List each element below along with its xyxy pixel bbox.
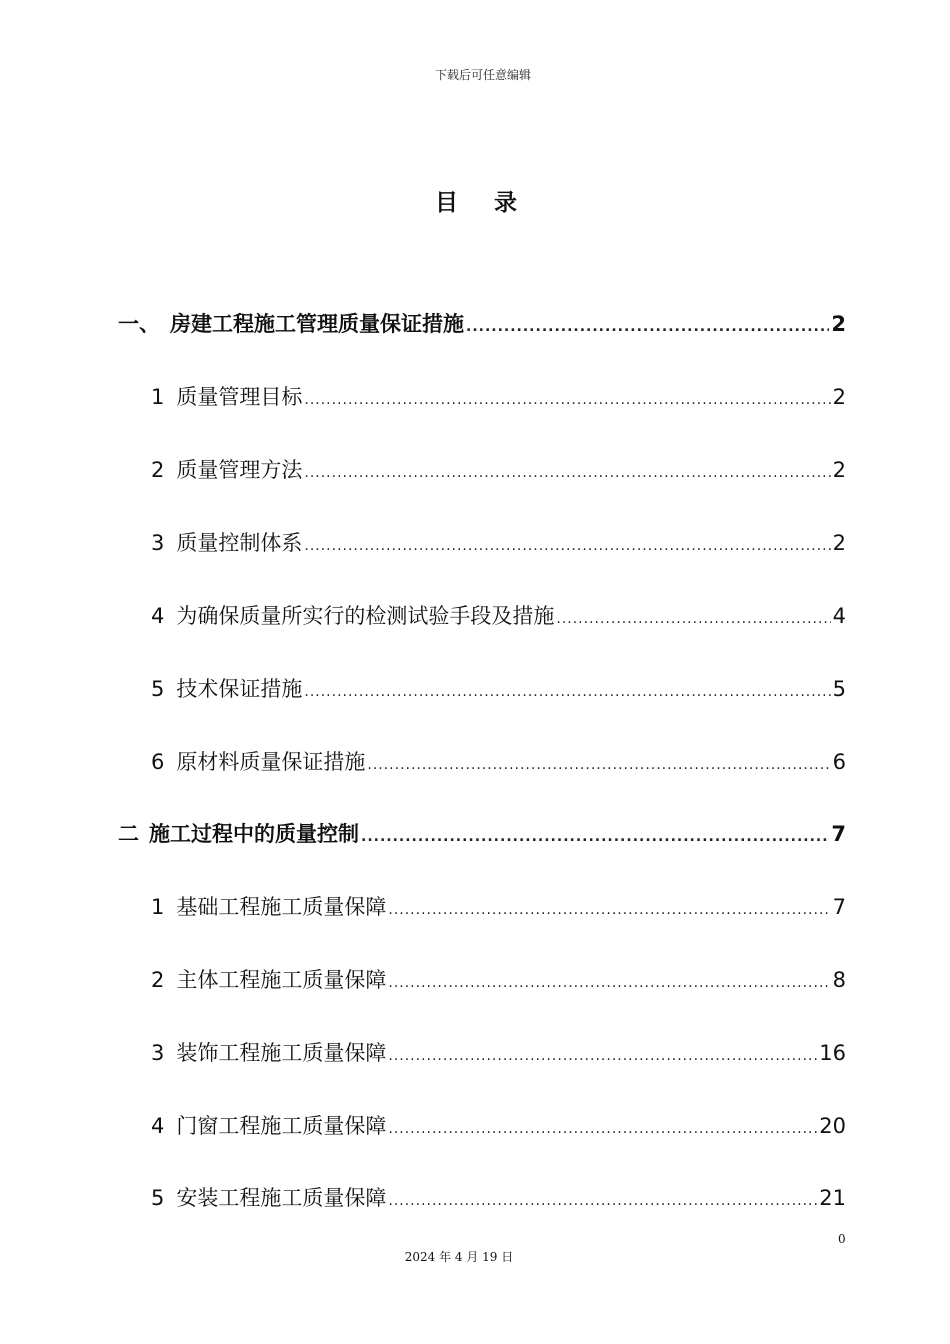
toc-entry-number: 3 (151, 531, 165, 555)
toc-entry-number: 2 (151, 968, 165, 992)
toc-entry[interactable] (151, 673, 846, 703)
toc-entry[interactable] (151, 964, 846, 994)
toc-entry[interactable] (118, 818, 846, 848)
dot-leader (304, 684, 830, 700)
toc-entry[interactable] (151, 891, 846, 921)
dot-leader (304, 465, 830, 481)
toc-entry-number: 5 (151, 1186, 165, 1210)
dot-leader (388, 902, 830, 918)
toc-entry-page: 2 (832, 458, 846, 482)
toc-entry-title: 装饰工程施工质量保障 (176, 1041, 387, 1065)
toc-entry-title: 质量管理方法 (176, 458, 303, 482)
toc-entry-title: 门窗工程施工质量保障 (176, 1114, 387, 1138)
dot-leader (304, 392, 830, 408)
dot-leader (367, 757, 830, 773)
toc-entry[interactable] (151, 600, 846, 630)
dot-leader (388, 1193, 817, 1209)
toc-entry-page: 8 (832, 968, 846, 992)
toc-entry-number: 4 (151, 604, 165, 628)
header-note: 下载后可任意编辑 (434, 68, 531, 82)
dot-leader (388, 1048, 817, 1064)
toc-entry-number: 3 (151, 1041, 165, 1065)
toc-entry-page: 16 (819, 1041, 846, 1065)
dot-leader (361, 829, 829, 845)
dot-leader (388, 975, 830, 991)
toc-entry-number: 5 (151, 677, 165, 701)
toc-entry-title: 为确保质量所实行的检测试验手段及措施 (176, 604, 555, 628)
dot-leader (466, 319, 829, 335)
footer-date: 2024 年 4 月 19 日 (404, 1250, 514, 1264)
toc-entry[interactable] (151, 1037, 846, 1067)
toc-entry-number: 4 (151, 1114, 165, 1138)
toc-entry[interactable] (151, 381, 846, 411)
toc-entry-title: 原材料质量保证措施 (176, 750, 366, 774)
toc-entry[interactable] (151, 454, 846, 484)
toc-entry[interactable] (118, 308, 846, 338)
toc-entry-title: 质量管理目标 (176, 385, 303, 409)
toc-entry-number: 6 (151, 750, 165, 774)
toc-entry-title: 施工过程中的质量控制 (149, 822, 359, 846)
toc-entry-title: 基础工程施工质量保障 (176, 895, 387, 919)
toc-entry-title: 安装工程施工质量保障 (176, 1186, 387, 1210)
toc-entry-number: 1 (151, 895, 165, 919)
toc-entry-page: 2 (832, 385, 846, 409)
dot-leader (304, 538, 830, 554)
toc-entry-page: 2 (832, 531, 846, 555)
toc-entry-page: 7 (832, 895, 846, 919)
dot-leader (388, 1121, 817, 1137)
toc-entry-page: 21 (819, 1186, 846, 1210)
toc-entry-title: 主体工程施工质量保障 (176, 968, 387, 992)
toc-entry-title: 质量控制体系 (176, 531, 303, 555)
toc-entry-page: 2 (831, 312, 846, 336)
toc-entry-page: 6 (832, 750, 846, 774)
toc-title: 目 录 (434, 190, 531, 216)
toc-entry-page: 4 (832, 604, 846, 628)
toc-entry-page: 5 (832, 677, 846, 701)
page-number: 0 (838, 1232, 846, 1246)
toc-entry-number: 一、 (118, 312, 160, 336)
toc-entry-title: 房建工程施工管理质量保证措施 (170, 312, 464, 336)
toc-entry[interactable] (151, 746, 846, 776)
toc-entry-page: 7 (831, 822, 846, 846)
toc-entry-number: 2 (151, 458, 165, 482)
toc-entry-page: 20 (819, 1114, 846, 1138)
toc-entry-number: 二 (118, 822, 139, 846)
toc-entry[interactable] (151, 527, 846, 557)
toc-entry[interactable] (151, 1182, 846, 1212)
toc-entry-title: 技术保证措施 (176, 677, 303, 701)
toc-entry-number: 1 (151, 385, 165, 409)
dot-leader (556, 611, 830, 627)
toc-entry[interactable] (151, 1110, 846, 1140)
